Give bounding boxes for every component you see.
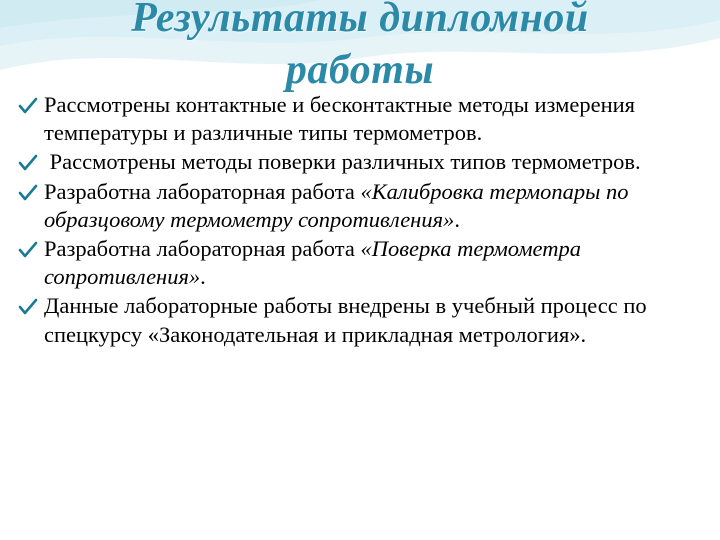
slide-title-line2: работы <box>285 47 435 93</box>
check-icon <box>18 153 38 173</box>
check-icon <box>18 297 38 317</box>
bullet-list <box>18 91 708 350</box>
bullet-item <box>18 292 708 348</box>
bullet-item <box>18 178 708 234</box>
check-icon <box>18 183 38 203</box>
slide-title-line1: Результаты дипломной <box>131 0 589 41</box>
bullet-text: Рассмотрены контактные и бесконтактные методы измерения температуры и различные типы термометров. <box>44 92 636 146</box>
slide-title <box>0 0 720 100</box>
bullet-item <box>18 91 708 147</box>
check-icon <box>18 96 38 116</box>
bullet-text: Данные лабораторные работы внедрены в учебный процесс по спецкурсу «Законодательная и прикладная метрология». <box>44 293 647 347</box>
bullet-text-prefix: Разработна лабораторная работа <box>44 236 361 262</box>
lab-work-title: «Калибровка термопары по образцовому термометру сопротивления» <box>44 178 629 232</box>
bullet-item <box>18 148 708 176</box>
bullet-text-suffix: . <box>200 264 206 290</box>
bullet-text-suffix: . <box>454 206 460 232</box>
lab-work-title: «Поверка термометра сопротивления» <box>44 236 581 290</box>
bullet-item <box>18 235 708 291</box>
check-icon <box>18 240 38 260</box>
bullet-text-prefix: Разработна лабораторная работа <box>44 178 361 204</box>
bullet-text: Рассмотрены методы поверки различных типов термометров. <box>44 149 641 175</box>
